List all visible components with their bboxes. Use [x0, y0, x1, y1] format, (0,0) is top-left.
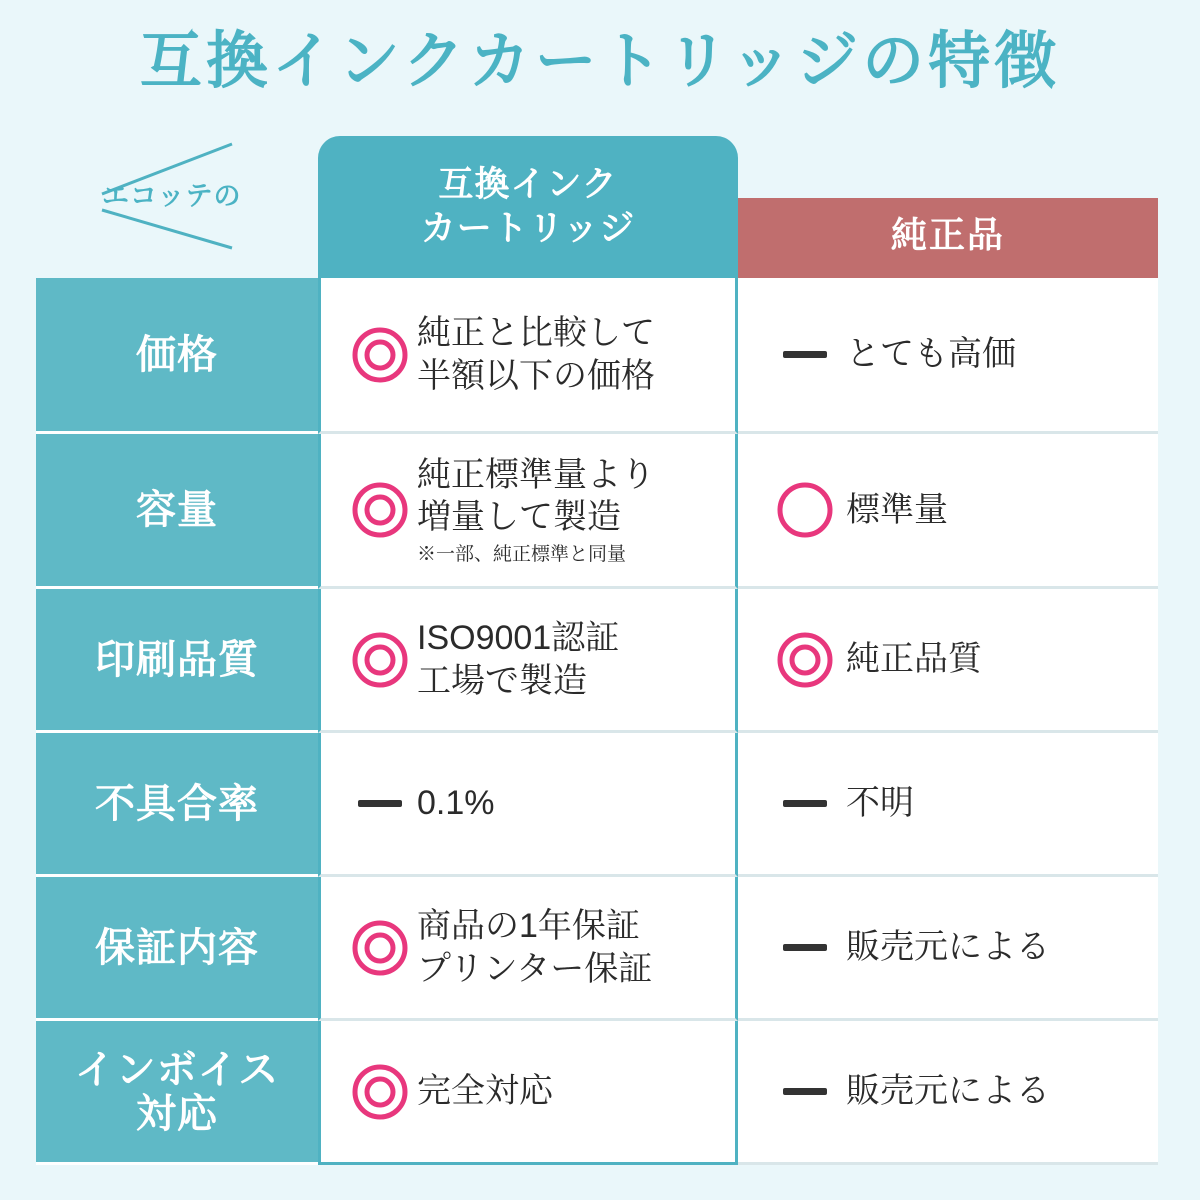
row-label-line1: インボイス: [74, 1047, 280, 1092]
compat-cell: [318, 733, 738, 877]
compat-line1: 完全対応: [417, 1072, 553, 1111]
compat-line2: 半額以下の価格: [417, 356, 655, 395]
table-row: [36, 434, 1164, 589]
dash-icon: [343, 800, 417, 807]
double-circle-icon: [343, 326, 417, 384]
genuine-column-header: 純正品: [738, 198, 1158, 278]
compat-line2: 増量して製造: [417, 498, 621, 537]
row-label: 容量: [36, 434, 318, 589]
genuine-text: とても高価: [846, 335, 1016, 374]
row-label-line2: 対応: [135, 1091, 218, 1136]
genuine-text: 標準量: [846, 490, 948, 529]
compat-line2: プリンター保証: [417, 949, 653, 988]
genuine-text: 純正品質: [846, 640, 982, 679]
comparison-table: [36, 136, 1164, 1165]
compat-text: [417, 617, 619, 702]
genuine-cell: [738, 1021, 1158, 1165]
compat-line2: 工場で製造: [417, 661, 587, 700]
double-circle-icon: [343, 1063, 417, 1121]
genuine-cell: [738, 733, 1158, 877]
double-circle-icon: [343, 919, 417, 977]
table-row: [36, 278, 1164, 434]
genuine-cell: [738, 278, 1158, 434]
compat-text: [417, 454, 655, 567]
compat-cell: [318, 877, 738, 1021]
dash-icon: [764, 1088, 846, 1095]
genuine-cell: [738, 589, 1158, 733]
table-row: [36, 1021, 1164, 1165]
table-row: [36, 589, 1164, 733]
compat-column-header: [318, 136, 738, 278]
double-circle-icon: [343, 481, 417, 539]
compat-cell: [318, 434, 738, 589]
genuine-column-header-wrap: [738, 136, 1158, 278]
compat-note: ※一部、純正標準と同量: [417, 543, 627, 565]
single-circle-icon: [764, 481, 846, 539]
row-label: [36, 1021, 318, 1165]
row-label: 印刷品質: [36, 589, 318, 733]
compat-line1: 0.1%: [417, 784, 495, 823]
table-header-row: [36, 136, 1164, 278]
compat-text: [417, 312, 655, 397]
compat-line1: 純正と比較して: [417, 314, 655, 352]
compat-text: [417, 905, 652, 990]
compat-cell: [318, 1021, 738, 1165]
compat-text: [417, 1070, 553, 1113]
genuine-cell: [738, 877, 1158, 1021]
dash-icon: [764, 944, 846, 951]
compat-text: [417, 782, 495, 825]
genuine-text: 販売元による: [846, 928, 1050, 967]
dash-icon: [764, 351, 846, 358]
page-title: 互換インクカートリッジの特徴: [139, 27, 1061, 96]
compat-line1: 純正標準量より: [417, 455, 655, 494]
row-label: 価格: [36, 278, 318, 434]
table-row: [36, 733, 1164, 877]
row-label: 不具合率: [36, 733, 318, 877]
genuine-text: 不明: [846, 784, 914, 823]
genuine-text: 販売元による: [846, 1072, 1050, 1111]
corner-label: エコッテの: [102, 181, 242, 211]
genuine-cell: [738, 434, 1158, 589]
double-circle-icon: [764, 631, 846, 689]
dash-icon: [764, 800, 846, 807]
compat-cell: [318, 589, 738, 733]
double-circle-icon: [343, 631, 417, 689]
compat-line1: ISO9001認証: [417, 619, 620, 657]
table-row: [36, 877, 1164, 1021]
compat-header-line1: 互換インク: [438, 164, 618, 204]
compat-line1: 商品の1年保証: [417, 907, 640, 945]
compat-cell: [318, 278, 738, 434]
compat-header-line2: カートリッジ: [420, 209, 636, 248]
corner-cell: [36, 136, 318, 278]
row-label: 保証内容: [36, 877, 318, 1021]
